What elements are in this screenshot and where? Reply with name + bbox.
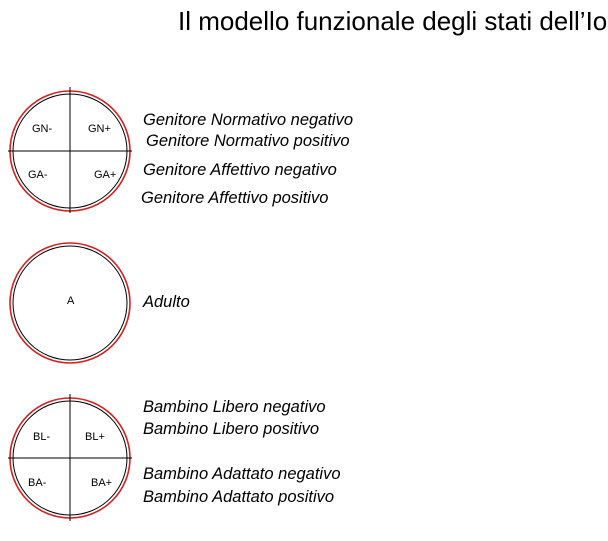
legend-gn-negativo: Genitore Normativo negativo xyxy=(143,111,354,129)
legend-adulto: Adulto xyxy=(143,293,190,311)
quadrant-bl-minus: BL- xyxy=(33,431,51,443)
page-title: Il modello funzionale degli stati dell’Io xyxy=(178,6,608,36)
legend-ba-negativo: Bambino Adattato negativo xyxy=(143,465,341,483)
legend-ba-positivo: Bambino Adattato positivo xyxy=(143,488,335,506)
quadrant-gn-plus: GN+ xyxy=(88,123,111,135)
adulto-center-label: A xyxy=(67,295,75,307)
quadrant-ga-minus: GA- xyxy=(28,169,48,181)
legend-bl-negativo: Bambino Libero negativo xyxy=(143,398,326,416)
legend-ga-negativo: Genitore Affettivo negativo xyxy=(143,161,337,179)
adulto-circle xyxy=(10,243,130,363)
quadrant-gn-minus: GN- xyxy=(32,123,53,135)
quadrant-ba-plus: BA+ xyxy=(91,477,113,489)
legend-gn-positivo: Genitore Normativo positivo xyxy=(146,132,350,150)
bambino-circle xyxy=(8,394,132,521)
legend-ga-positivo: Genitore Affettivo positivo xyxy=(141,189,329,207)
quadrant-ba-minus: BA- xyxy=(28,477,47,489)
quadrant-ga-plus: GA+ xyxy=(94,169,117,181)
legend-bl-positivo: Bambino Libero positivo xyxy=(143,420,320,438)
genitore-circle xyxy=(8,87,132,213)
quadrant-bl-plus: BL+ xyxy=(85,431,105,443)
